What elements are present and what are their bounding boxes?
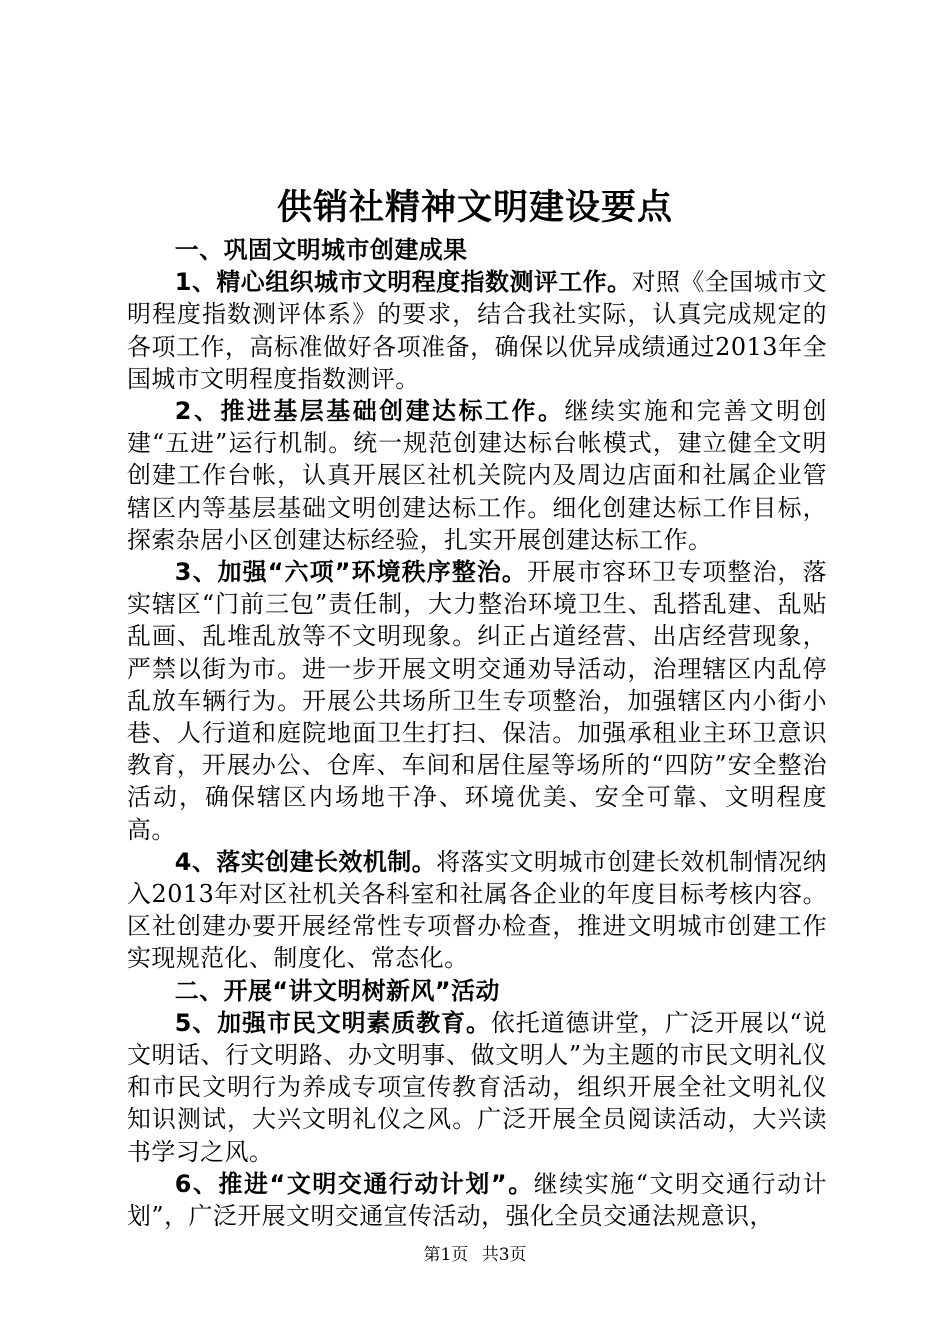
paragraph-text: 对照《全国城市文明程度指数测评体系》的要求，结合我社实际，认真完成规定的各项工作，高标准做好各项准备，确保以优异成绩通过2013年全国城市文明程度指数测评。 [127, 268, 827, 393]
paragraph-3 [127, 556, 827, 846]
paragraph-lead: 2、推进基层基础创建达标工作。 [174, 397, 565, 426]
paragraph-lead: 6、推进“文明交通行动计划”。 [174, 1169, 534, 1198]
section-heading-2: 二、开展“讲文明树新风”活动 [174, 976, 500, 1005]
paragraph-2 [127, 395, 827, 556]
page-total: 共3页 [481, 1245, 527, 1265]
paragraph-1 [127, 266, 827, 395]
paragraph-6 [127, 1168, 827, 1232]
paragraph-text: 依托道德讲堂，广泛开展以“说文明话、行文明路、办文明事、做文明人”为主题的市民文明礼仪和市民文明行为养成专项宣传教育活动，组织开展全社文明礼仪知识测试，大兴文明礼仪之风。广泛开展全员阅读活动，大兴读书学习之风。 [127, 1008, 827, 1166]
paragraph-text: 将落实文明城市创建长效机制情况纳入2013年对区社机关各科室和社属各企业的年度目标考核内容。区社创建办要开展经常性专项督办检查，推进文明城市创建工作实现规范化、制度化、常态化。 [127, 847, 827, 973]
section-heading-1: 一、巩固文明城市创建成果 [174, 236, 468, 264]
paragraph-lead: 1、精心组织城市文明程度指数测评工作。 [174, 268, 632, 297]
document-title: 供销社精神文明建设要点 [276, 187, 673, 228]
paragraph-text: 继续实施和完善文明创建“五进”运行机制。统一规范创建达标台帐模式，建立健全文明创建工作台帐，认真开展区社机关院内及周边店面和社属企业管辖区内等基层基础文明创建达标工作。细化创建达标工作目标，探索杂居小区创建达标经验，扎实开展创建达标工作。 [127, 397, 827, 554]
paragraph-lead: 4、落实创建长效机制。 [174, 847, 437, 876]
paragraph-5 [127, 1007, 827, 1168]
document-body [127, 234, 827, 1232]
page-footer [0, 1240, 950, 1265]
paragraph-lead: 3、加强“六项”环境秩序整治。 [174, 558, 527, 587]
paragraph-text: 开展市容环卫专项整治，落实辖区“门前三包”责任制，大力整治环境卫生、乱搭乱建、乱贴乱画、乱堆乱放等不文明现象。纠正占道经营、出店经营现象，严禁以街为市。进一步开展文明交通劝导活动，治理辖区内乱停乱放车辆行为。开展公共场所卫生专项整治，加强辖区内小街小巷、人行道和庭院地面卫生打扫、保洁。加强承租业主环卫意识教育，开展办公、仓库、车间和居住屋等场所的“四防”安全整治活动，确保辖区内场地干净、环境优美、安全可靠、文明程度高。 [127, 558, 827, 844]
page-number: 第1页 [423, 1245, 469, 1265]
paragraph-lead: 5、加强市民文明素质教育。 [174, 1008, 491, 1037]
paragraph-text: 继续实施“文明交通行动计划”，广泛开展文明交通宣传活动，强化全员交通法规意识， [127, 1169, 828, 1231]
paragraph-4 [127, 846, 827, 975]
